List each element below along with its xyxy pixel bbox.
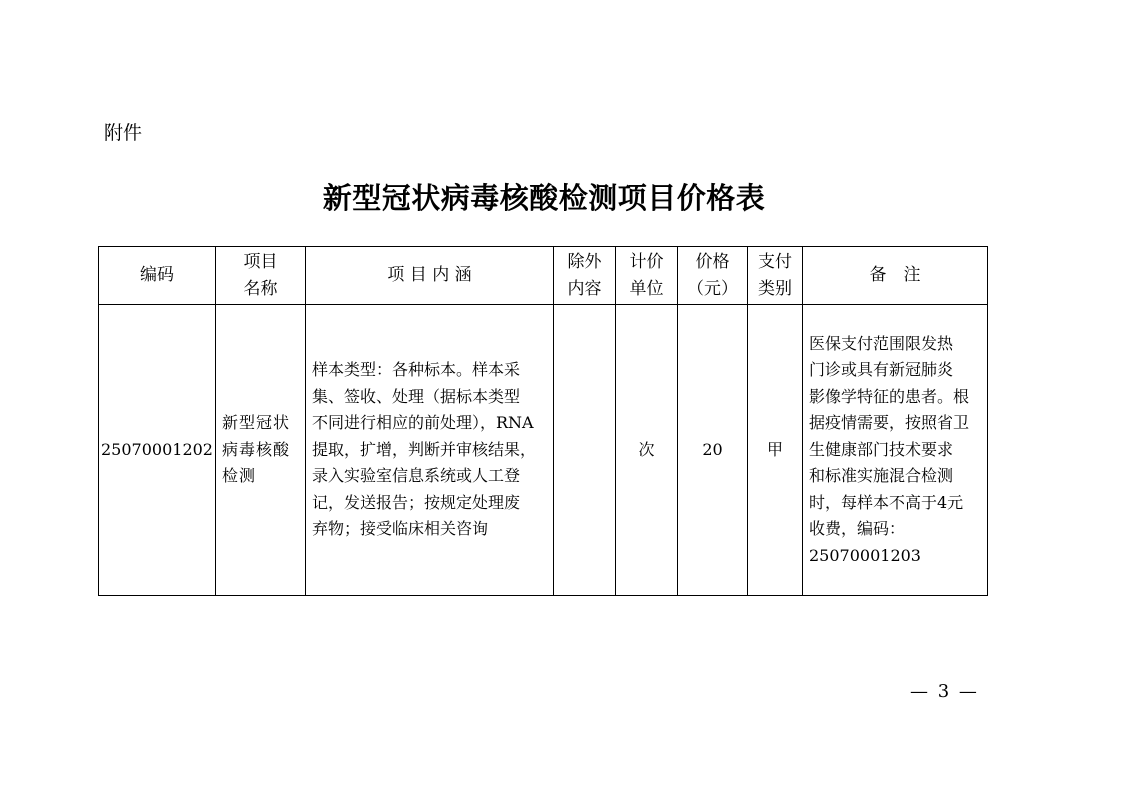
table-row [99, 305, 988, 596]
header-excluded-line-1: 除外 [567, 251, 602, 272]
header-price [678, 247, 748, 305]
cell-code: 25070001202 [99, 305, 216, 596]
header-pay-type [748, 247, 803, 305]
cell-note [803, 305, 988, 596]
header-name-line-1: 项目 [243, 251, 278, 272]
cell-content-line: 提取，扩增，判断并审核结果， [312, 439, 537, 459]
header-excluded [554, 247, 616, 305]
cell-note-line: 门诊或具有新冠肺炎 [809, 360, 954, 380]
cell-content [306, 305, 554, 596]
cell-pay-type: 甲 [748, 305, 803, 596]
header-unit-line-2: 单位 [629, 278, 664, 299]
cell-unit: 次 [616, 305, 678, 596]
cell-note-line: 收费，编码： [809, 519, 906, 539]
document-title: 新型冠状病毒核酸检测项目价格表 [322, 181, 766, 215]
cell-content-line: 不同进行相应的前处理），RNA [312, 413, 534, 433]
header-price-line-1: 价格 [695, 251, 730, 272]
cell-content-line: 弃物；接受临床相关咨询 [312, 519, 489, 539]
cell-note-line: 25070001203 [809, 545, 921, 565]
cell-price: 20 [678, 305, 748, 596]
header-pay-type-line-1: 支付 [758, 251, 792, 272]
header-content: 项 目 内 涵 [306, 247, 554, 305]
cell-note-line: 据疫情需要，按照省卫 [809, 413, 970, 433]
header-code: 编码 [99, 247, 216, 305]
cell-name-line: 新型冠状 [222, 413, 291, 433]
header-name-line-2: 名称 [243, 278, 278, 299]
header-pay-type-line-2: 类别 [758, 278, 792, 299]
header-excluded-line-2: 内容 [567, 278, 602, 299]
page-number: — 3 — [910, 681, 979, 702]
cell-name-line: 检测 [222, 466, 257, 486]
table-header-row [99, 247, 988, 305]
header-unit-line-1: 计价 [629, 251, 664, 272]
header-name [216, 247, 306, 305]
cell-note-line: 生健康部门技术要求 [809, 439, 954, 459]
cell-content-line: 录入实验室信息系统或人工登 [312, 466, 521, 486]
cell-note-line: 影像学特征的患者。根 [809, 386, 970, 406]
cell-content-line: 样本类型：各种标本。样本采 [312, 360, 521, 380]
cell-note-line: 和标准实施混合检测 [809, 466, 954, 486]
header-note: 备 注 [803, 247, 988, 305]
cell-note-line: 医保支付范围限发热 [809, 333, 954, 353]
cell-name [216, 305, 306, 596]
cell-note-line: 时，每样本不高于4元 [809, 492, 964, 512]
cell-content-line: 集、签收、处理（据标本类型 [312, 386, 521, 406]
attachment-label: 附件 [104, 122, 143, 144]
cell-content-line: 记，发送报告；按规定处理废 [312, 492, 521, 512]
header-unit [616, 247, 678, 305]
cell-excluded [554, 305, 616, 596]
header-price-line-2: （元） [687, 278, 738, 299]
cell-name-line: 病毒核酸 [222, 439, 291, 459]
price-table [98, 246, 988, 596]
